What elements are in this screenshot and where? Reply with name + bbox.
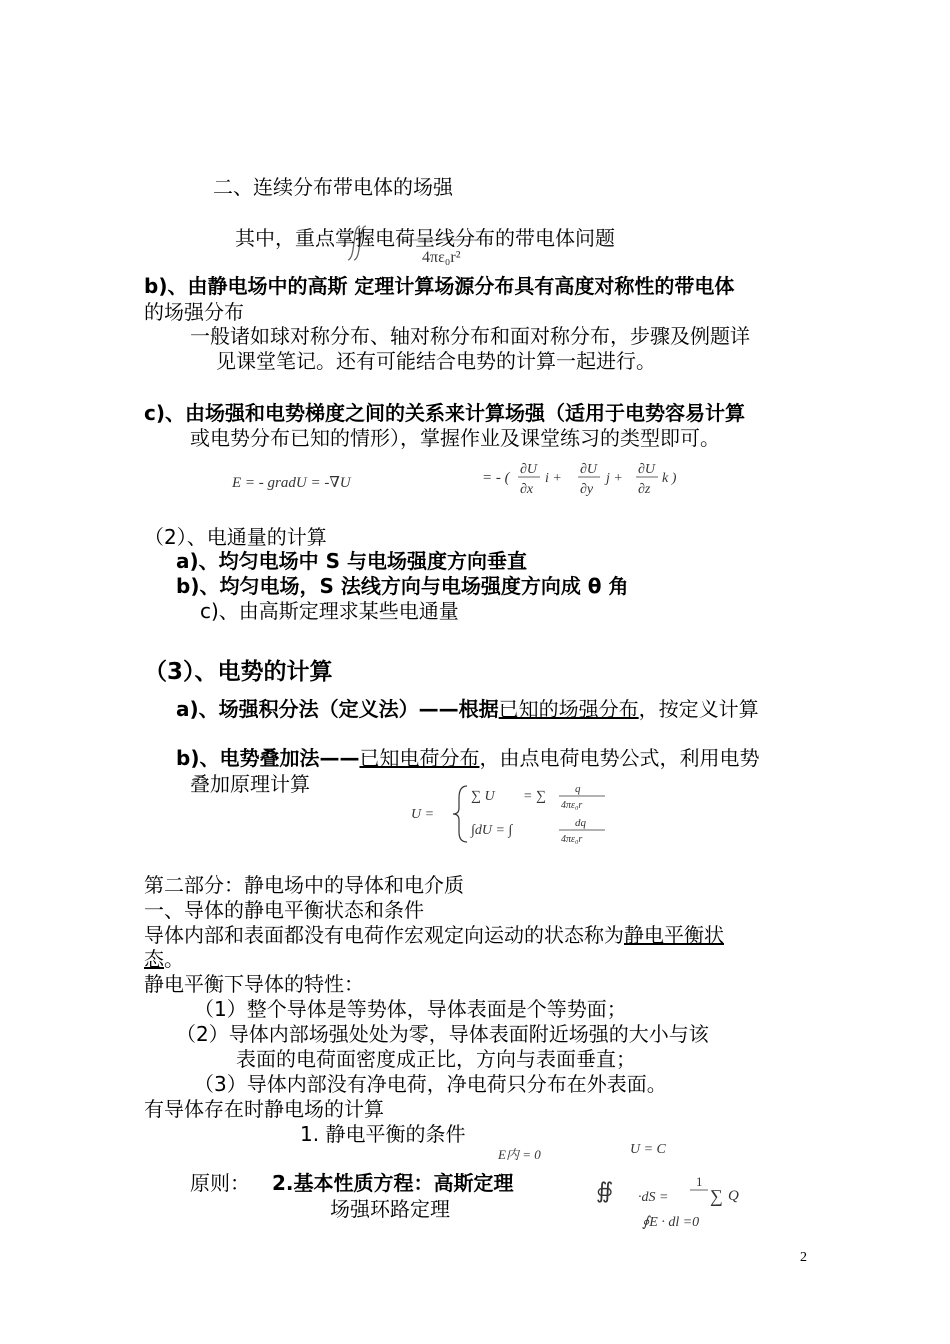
- flux-heading: （2）、电通量的计算: [144, 525, 327, 549]
- equilibrium-definition-line2: [144, 946, 184, 972]
- potential-b-line2: 叠加原理计算: [190, 772, 310, 796]
- gradient-suffix: k ): [662, 471, 677, 486]
- gradient-method-line1: c)、由场强和电势梯度之间的关系来计算场强（适用于电势容易计算: [144, 401, 745, 425]
- line-charge-denominator: 4πε₀r²: [422, 249, 461, 266]
- potential-b-underline: 已知电荷分布: [359, 746, 480, 770]
- gauss-method-line1: b)、由静电场中的高斯 定理计算场源分布具有高度对称性的带电体: [144, 274, 735, 298]
- svg-text:i +: i +: [545, 471, 562, 486]
- svg-text:4πε₀r: 4πε₀r: [561, 800, 583, 811]
- svg-text:∑: ∑: [710, 1186, 723, 1206]
- property-1: （1）整个导体是等势体，导体表面是个等势面；: [194, 997, 627, 1021]
- svg-text:∂x: ∂x: [520, 482, 534, 497]
- property-2-line2: 表面的电荷面密度成正比，方向与表面垂直；: [236, 1047, 636, 1071]
- conductor-calc-heading: 有导体存在时静电场的计算: [144, 1097, 384, 1121]
- potential-heading: （3）、电势的计算: [144, 659, 333, 685]
- svg-text:j +: j +: [606, 471, 623, 486]
- e-inside-formula: E内 = 0: [498, 1147, 541, 1162]
- svg-text:Q: Q: [728, 1188, 739, 1204]
- page-number: 2: [800, 1250, 807, 1265]
- loop-theorem: 场强环路定理: [330, 1197, 450, 1221]
- gradient-formula-left: E = - gradU = -∇U: [232, 475, 351, 491]
- svg-text:∂y: ∂y: [580, 482, 594, 497]
- gradient-prefix: = - (: [482, 470, 510, 486]
- principle-label: 原则：: [190, 1171, 250, 1195]
- condition-item: 1. 静电平衡的条件: [300, 1122, 466, 1146]
- part2-subheading: 一、导体的静电平衡状态和条件: [144, 898, 424, 922]
- superposition-formula: [405, 780, 645, 846]
- svg-text:·dS =: ·dS =: [638, 1190, 669, 1205]
- potential-a-suffix: ，按定义计算: [638, 697, 759, 721]
- property-3: （3）导体内部没有净电荷，净电荷只分布在外表面。: [194, 1072, 667, 1096]
- svg-text:q: q: [575, 783, 581, 795]
- superposition-lhs: U =: [411, 807, 435, 822]
- gauss-method-line2: 的场强分布: [144, 300, 244, 324]
- svg-text:= ∑: = ∑: [523, 789, 546, 804]
- property-2-line1: （2）导体内部场强处处为零，导体表面附近场强的大小与该: [176, 1022, 709, 1046]
- flux-item-c: c)、由高斯定理求某些电通量: [200, 599, 459, 623]
- potential-a-prefix: a)、场强积分法（定义法）——根据: [176, 697, 499, 721]
- equilibrium-def-term: 静电平衡状: [624, 923, 724, 947]
- svg-text:∂z: ∂z: [638, 482, 651, 497]
- gauss-desc-line2: 见课堂笔记。还有可能结合电势的计算一起进行。: [216, 349, 656, 373]
- u-const-formula: U = C: [630, 1142, 666, 1157]
- gauss-loop-formulas: [592, 1168, 762, 1234]
- potential-a-underline: 已知的场强分布: [498, 697, 639, 721]
- basic-equation-item: 2.基本性质方程：高斯定理: [272, 1171, 514, 1195]
- svg-text:∂U: ∂U: [520, 462, 538, 477]
- gauss-law: ∯ E · dS = 1/ε₀ ∑ Q: [592, 1232, 602, 1233]
- svg-text:∮E · dl =0: ∮E · dl =0: [642, 1215, 700, 1230]
- continuous-note: 其中，重点掌握电荷呈线分布的带电体问题: [235, 226, 615, 250]
- svg-text:dq: dq: [575, 817, 586, 829]
- flux-item-b: b)、均匀电场，S 法线方向与电场强度方向成 θ 角: [176, 574, 629, 598]
- properties-heading: 静电平衡下导体的特性：: [144, 972, 364, 996]
- equilibrium-def-term-end: 态: [144, 947, 164, 971]
- svg-text:1: 1: [696, 1174, 703, 1189]
- svg-text:∯: ∯: [596, 1178, 614, 1203]
- potential-item-b: [176, 745, 759, 771]
- svg-text:∂U: ∂U: [638, 462, 656, 477]
- continuous-heading: 二、连续分布带电体的场强: [213, 175, 453, 199]
- equilibrium-def-prefix: 导体内部和表面都没有电荷作宏观定向运动的状态称为: [144, 923, 624, 947]
- gauss-desc-line1: 一般诸如球对称分布、轴对称分布和面对称分布，步骤及例题详: [190, 324, 750, 348]
- equilibrium-definition: [144, 922, 724, 948]
- gradient-formula-right: [480, 455, 680, 503]
- flux-item-a: a)、均匀电场中 S 与电场强度方向垂直: [176, 549, 527, 573]
- loop-law: ∮ E · dl = 0: [592, 1234, 598, 1235]
- potential-item-a: [176, 696, 759, 722]
- potential-b-prefix: b)、电势叠加法——: [176, 746, 360, 770]
- svg-text:∂U: ∂U: [580, 462, 598, 477]
- superposition-bottom: ∫dU = ∫: [471, 823, 513, 838]
- potential-b-suffix: ，由点电荷电势公式，利用电势: [479, 746, 760, 770]
- svg-text:4πε₀r: 4πε₀r: [561, 834, 583, 845]
- superposition-top: ∑ U: [471, 789, 495, 804]
- part2-heading: 第二部分：静电场中的导体和电介质: [144, 873, 464, 897]
- equilibrium-def-suffix: 。: [164, 947, 184, 971]
- gradient-method-line2: 或电势分布已知的情形），掌握作业及课堂练习的类型即可。: [190, 426, 720, 450]
